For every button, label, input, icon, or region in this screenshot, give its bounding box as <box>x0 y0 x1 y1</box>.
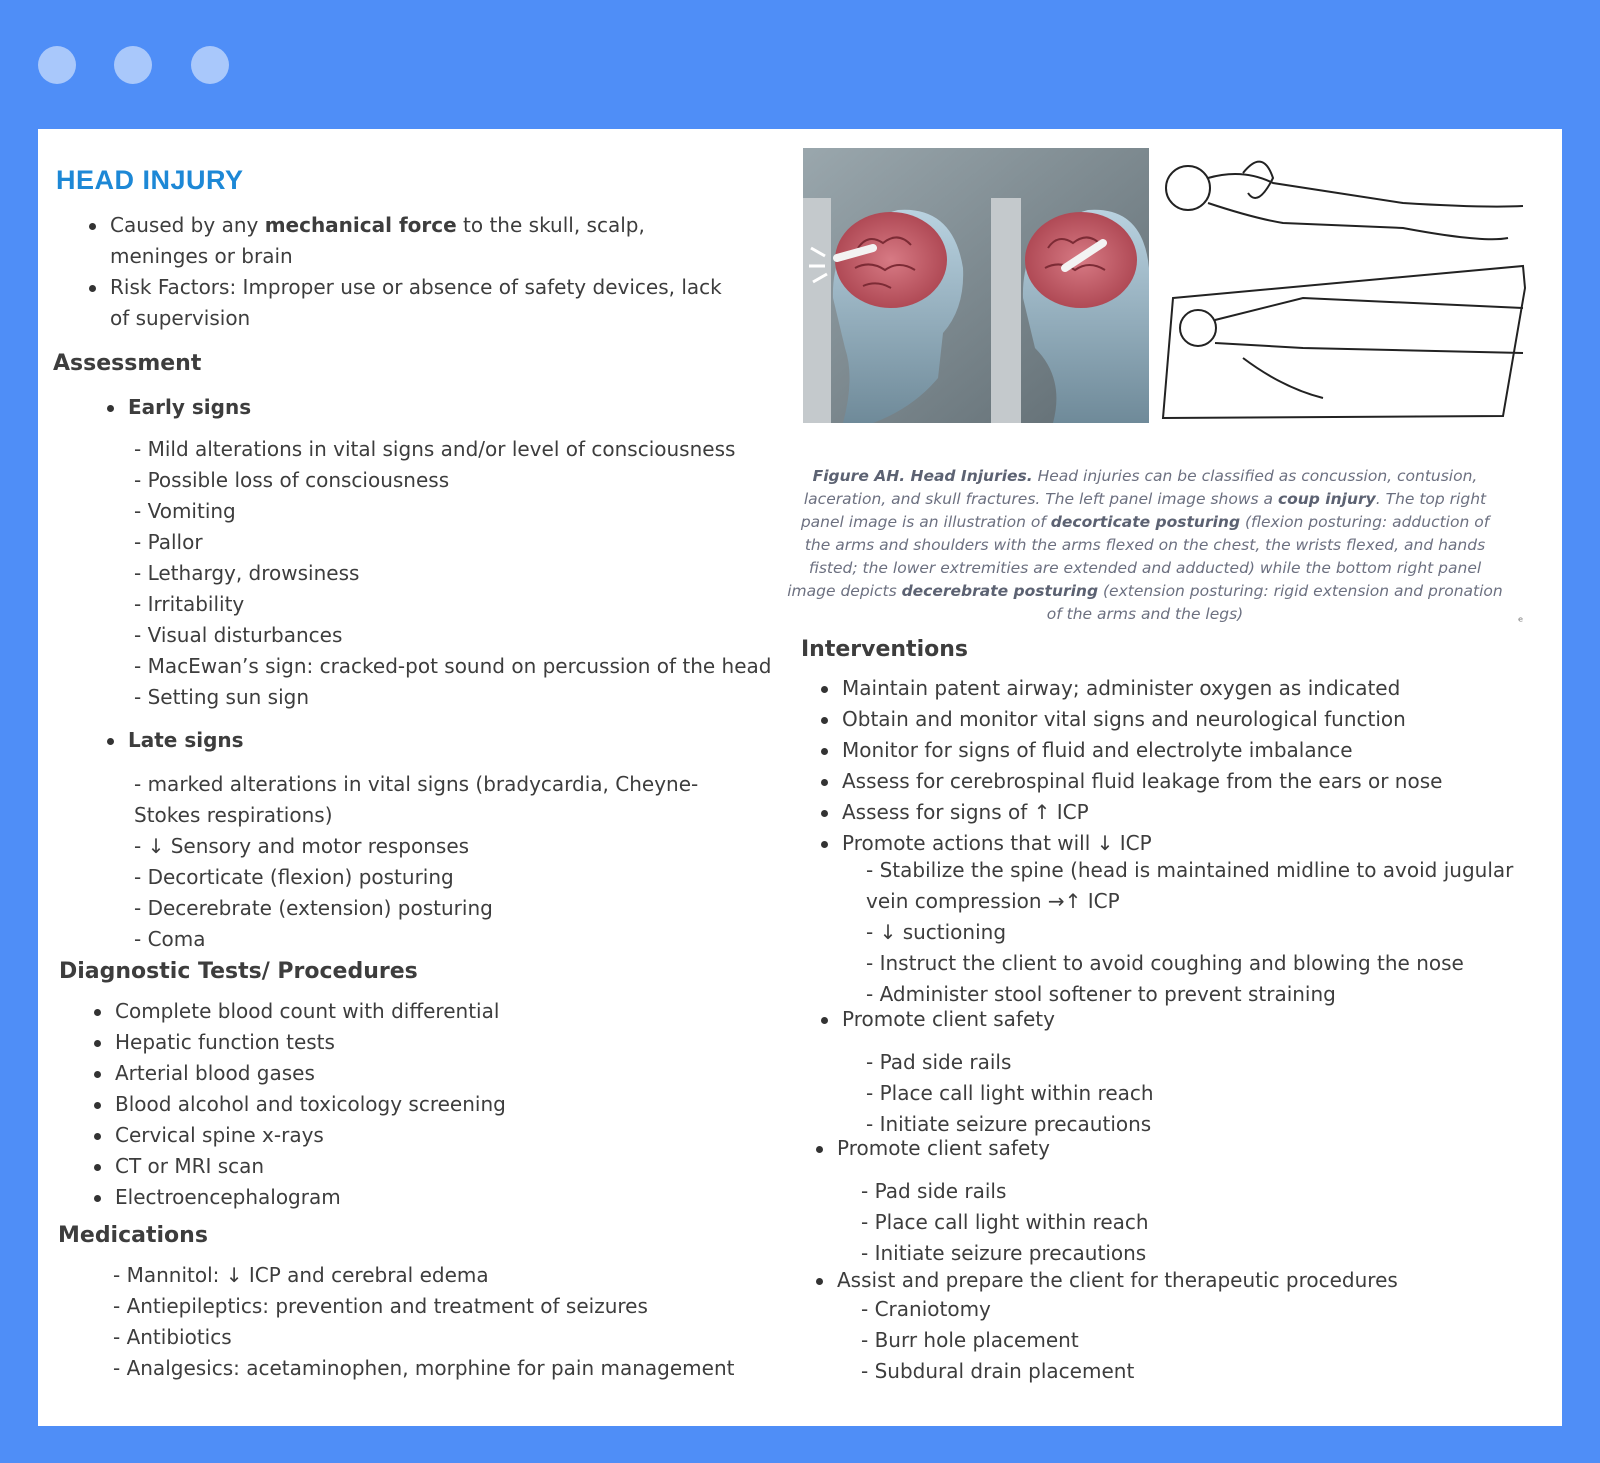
list-item: - ↓ Sensory and motor responses <box>134 834 470 858</box>
coup-injury-panel <box>803 148 1149 423</box>
late-signs-heading: Late signs <box>104 725 244 756</box>
list-item: - Coma <box>134 927 206 951</box>
early-signs-list <box>134 434 774 713</box>
list-item: - Pad side rails <box>866 1050 1012 1074</box>
list-item: - Place call light within reach <box>861 1210 1149 1234</box>
decerebrate-posturing-drawing <box>1163 266 1525 418</box>
list-item: - Lethargy, drowsiness <box>134 561 360 585</box>
list-item: - Place call light within reach <box>866 1081 1154 1105</box>
window-dot[interactable] <box>114 46 152 84</box>
list-item: - Antibiotics <box>113 1325 232 1349</box>
caption-mark: ᵉ <box>1518 615 1524 630</box>
list-item: - Decerebrate (extension) posturing <box>134 896 493 920</box>
list-item: - Stabilize the spine (head is maintained midline to avoid jugular vein compression →↑ ICP <box>866 858 1514 913</box>
list-item: Obtain and monitor vital signs and neurological function <box>818 704 1518 735</box>
list-item: - Antiepileptics: prevention and treatment of seizures <box>113 1294 648 1318</box>
list-item: Arterial blood gases <box>91 1058 751 1089</box>
list-item: Assess for cerebrospinal fluid leakage from the ears or nose <box>818 766 1518 797</box>
list-item: - Instruct the client to avoid coughing and blowing the nose <box>866 951 1464 975</box>
list-item: - Irritability <box>134 592 245 616</box>
list-item: - Setting sun sign <box>134 685 310 709</box>
list-item: - Analgesics: acetaminophen, morphine for pain management <box>113 1356 735 1380</box>
list-item: CT or MRI scan <box>91 1151 751 1182</box>
icp-actions-list <box>866 855 1516 1010</box>
list-item: - MacEwan’s sign: cracked-pot sound on percussion of the head <box>134 654 772 678</box>
list-item: Complete blood count with differential <box>91 996 751 1027</box>
list-item: - Pad side rails <box>861 1179 1007 1203</box>
list-item: - Mild alterations in vital signs and/or level of consciousness <box>134 437 736 461</box>
list-item: - Craniotomy <box>861 1297 991 1321</box>
diagnostics-list <box>91 996 751 1213</box>
section-heading-diagnostics: Diagnostic Tests/ Procedures <box>59 959 418 984</box>
list-item: Promote actions that will ↓ ICP <box>818 828 1518 859</box>
list-item: Risk Factors: Improper use or absence of safety devices, lack of supervision <box>86 272 746 334</box>
figure-caption: Figure AH. Head Injuries. Head injuries can be classified as concussion, contusion, laceration, and skull fractures. The left panel image shows a coup injury. The top right panel image is an illustration of decorticate posturing (flexion posturing: adduction of the arms and shoulders with the arms flexed on the chest, the wrists flexed, and hands fisted; the lower extremities are extended and adducted) while the bottom right panel image depicts decerebrate posturing (extension posturing: rigid extension and pronation of the arms and the legs) <box>787 467 1503 623</box>
list-item: Monitor for signs of fluid and electrolyte imbalance <box>818 735 1518 766</box>
early-signs-heading: Early signs <box>104 392 251 423</box>
head-injury-figure <box>803 148 1533 423</box>
decorticate-posturing-drawing <box>1166 162 1523 240</box>
list-item: - Decorticate (flexion) posturing <box>134 865 454 889</box>
safety-list <box>866 1047 1154 1140</box>
list-item: - ↓ suctioning <box>866 920 1007 944</box>
window-dot[interactable] <box>191 46 229 84</box>
list-item: Blood alcohol and toxicology screening <box>91 1089 751 1120</box>
list-item: Electroencephalogram <box>91 1182 751 1213</box>
list-item: - Initiate seizure precautions <box>861 1241 1147 1265</box>
list-item: - marked alterations in vital signs (bradycardia, Cheyne-Stokes respirations) <box>134 772 699 827</box>
list-item: Assist and prepare the client for therapeutic procedures <box>813 1265 1513 1296</box>
list-item: Promote client safety <box>818 1004 1055 1035</box>
list-item: - Mannitol: ↓ ICP and cerebral edema <box>113 1263 489 1287</box>
figure-illustration <box>803 148 1533 423</box>
document-page <box>38 129 1562 1426</box>
list-item: Maintain patent airway; administer oxygen as indicated <box>818 673 1518 704</box>
list-item: - Burr hole placement <box>861 1328 1079 1352</box>
list-item: - Pallor <box>134 530 203 554</box>
section-heading-medications: Medications <box>58 1223 208 1248</box>
late-signs-list <box>134 769 764 955</box>
page-title: HEAD INJURY <box>56 165 244 195</box>
interventions-list <box>818 673 1518 859</box>
section-heading-assessment: Assessment <box>53 351 202 376</box>
section-heading-interventions: Interventions <box>801 637 968 662</box>
list-item: - Vomiting <box>134 499 236 523</box>
list-item: Caused by any mechanical force to the skull, scalp, meninges or brain <box>86 210 746 272</box>
list-item: - Initiate seizure precautions <box>866 1112 1152 1136</box>
list-item: Promote client safety <box>813 1133 1050 1164</box>
medications-list <box>113 1260 773 1384</box>
safety-list <box>861 1176 1149 1269</box>
list-item: - Possible loss of consciousness <box>134 468 450 492</box>
window-dot[interactable] <box>38 46 76 84</box>
list-item: Hepatic function tests <box>91 1027 751 1058</box>
list-item: - Administer stool softener to prevent straining <box>866 982 1336 1006</box>
caption-label: Figure AH. Head Injuries. <box>812 467 1033 485</box>
list-item: - Visual disturbances <box>134 623 343 647</box>
list-item: Cervical spine x-rays <box>91 1120 751 1151</box>
procedures-list <box>861 1294 1134 1387</box>
list-item: - Subdural drain placement <box>861 1359 1135 1383</box>
list-item: Assess for signs of ↑ ICP <box>818 797 1518 828</box>
intro-list <box>86 210 746 334</box>
